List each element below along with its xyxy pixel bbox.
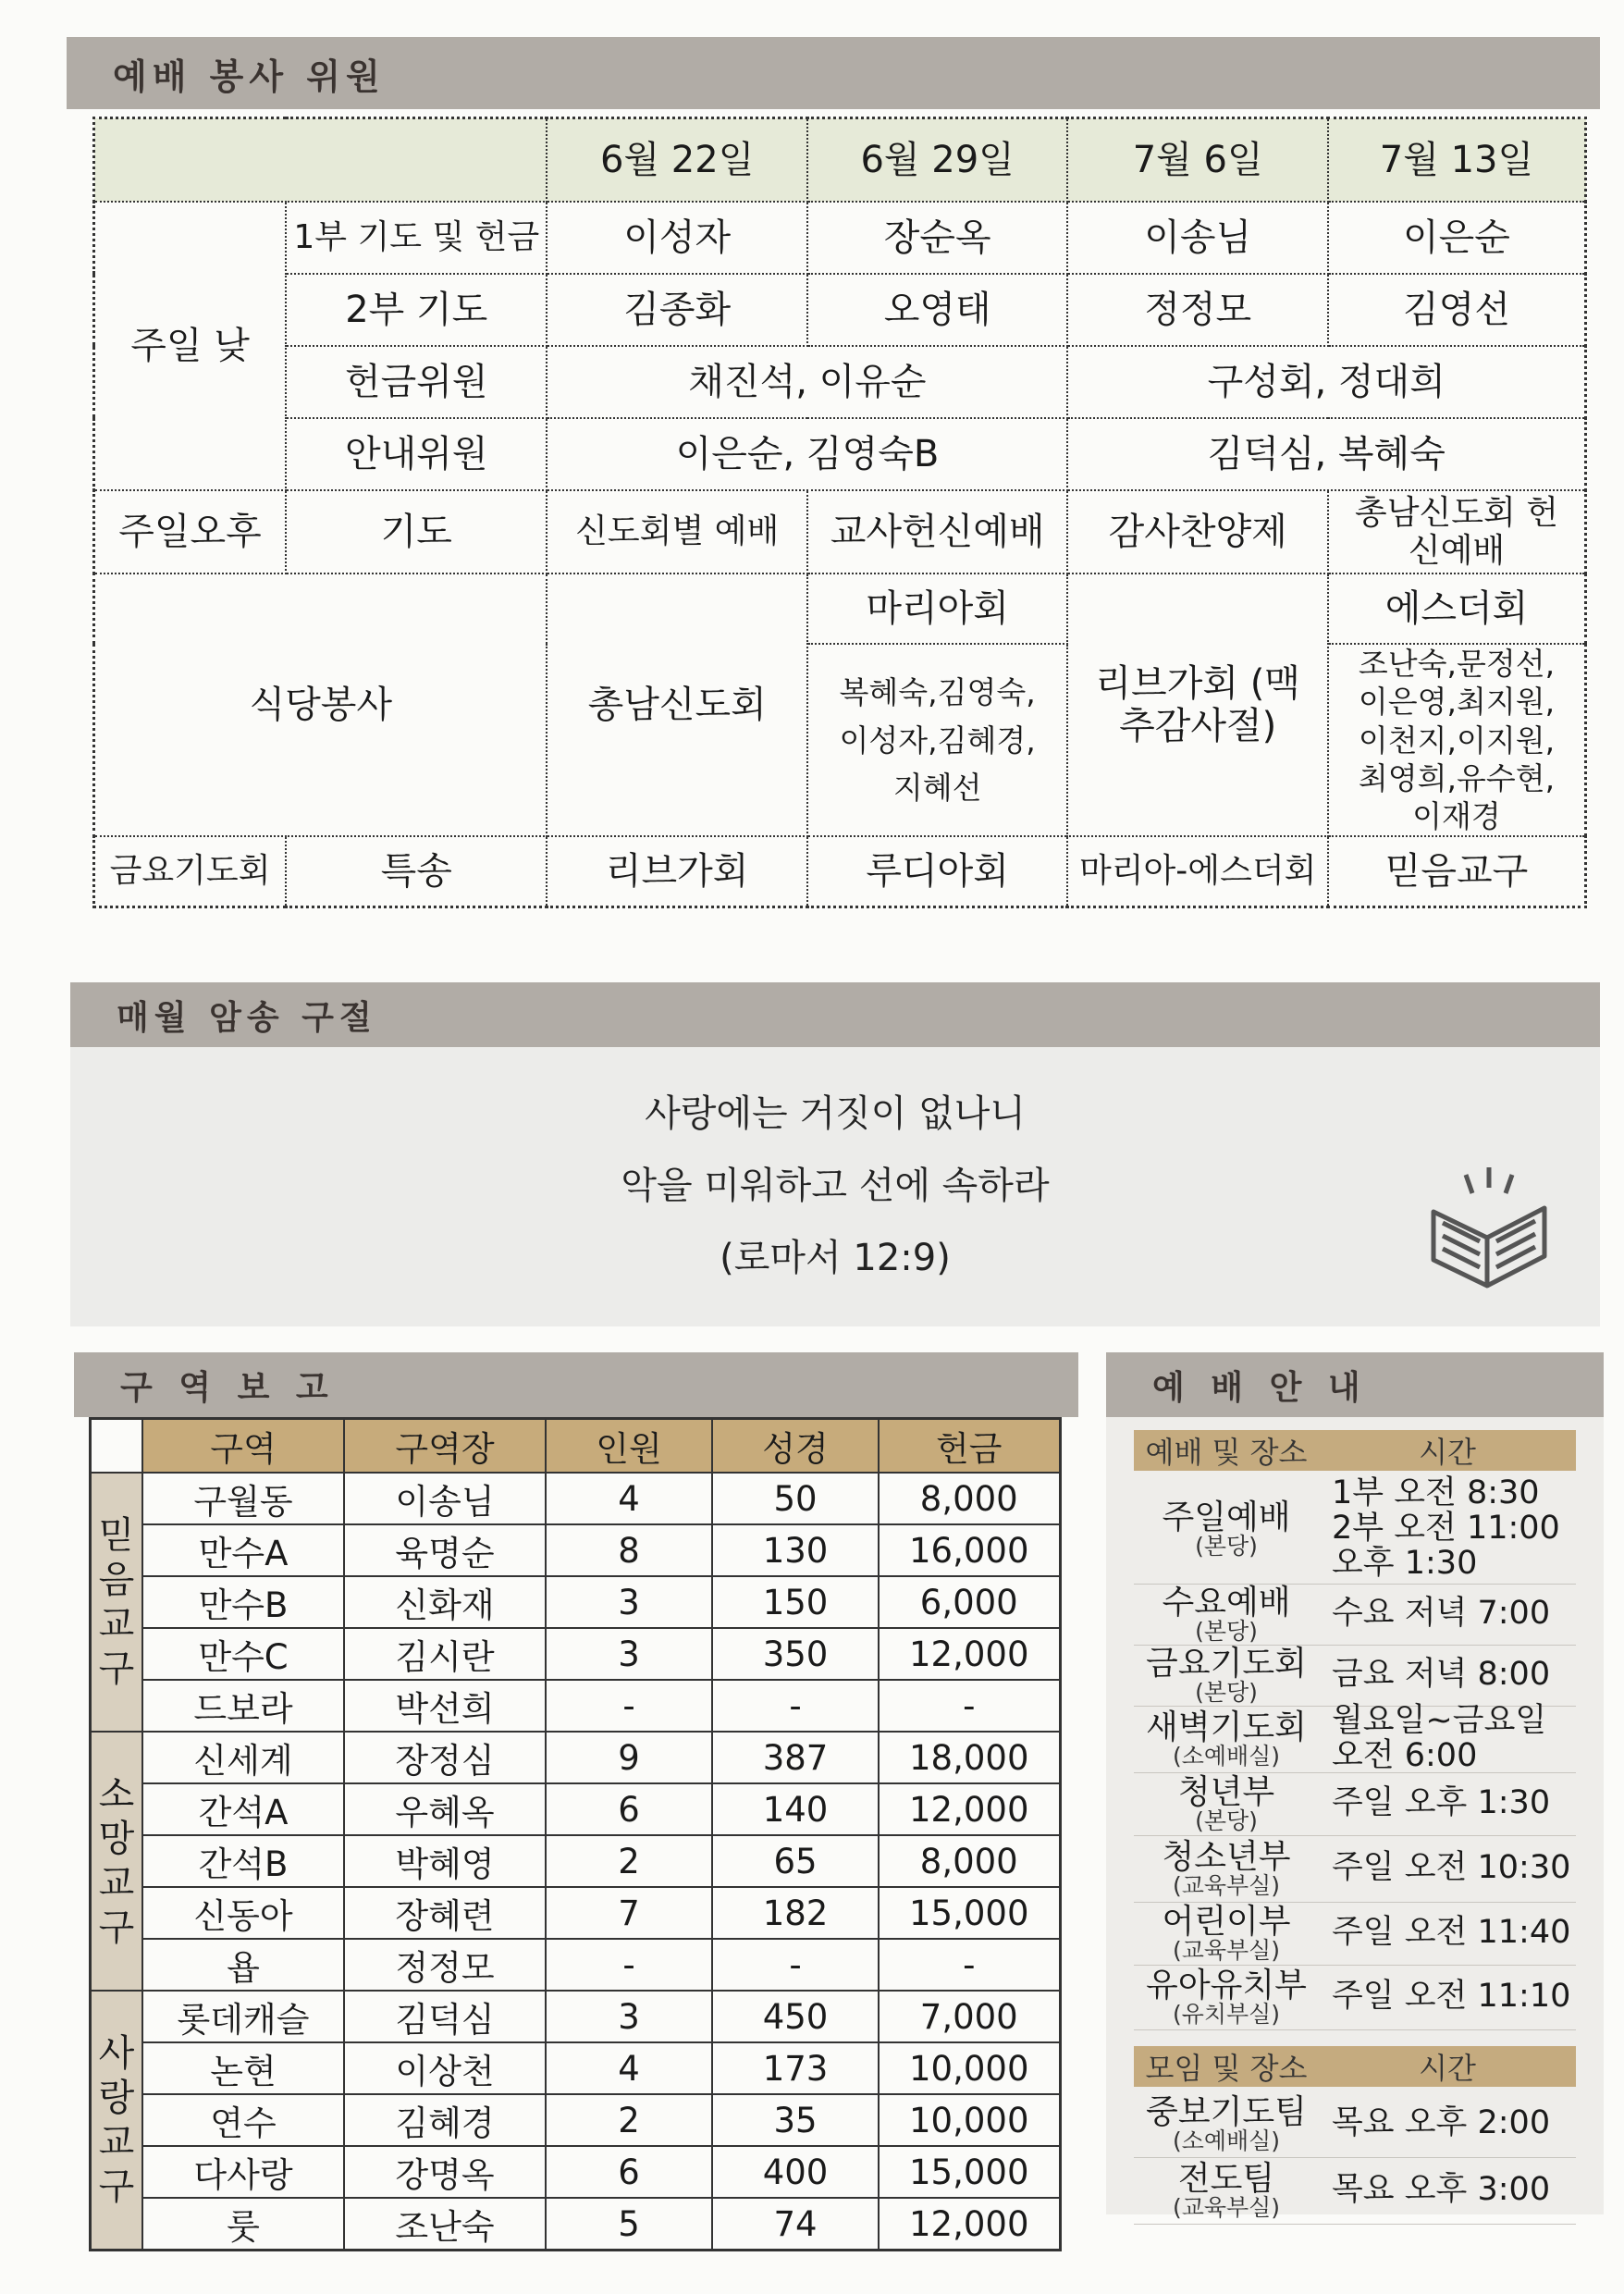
schedule-location: (본당) [1195,1617,1258,1645]
schedule-name: 새벽기도회 [1146,1708,1307,1746]
district-cell: 50 [712,1473,879,1524]
schedule-location: (소예배실) [1172,1742,1281,1770]
cell: 루디아회 [807,836,1068,906]
schedule-time: 금요 저녁 8:00 [1332,1656,1551,1694]
open-book-icon [1415,1156,1563,1295]
column-header: 구역 [142,1419,344,1474]
date-header: 6월 22일 [547,118,806,203]
district-cell: 연수 [142,2094,344,2146]
cell: 믿음교구 [1328,836,1586,906]
column-header: 성경 [712,1419,879,1474]
district-cell: 12,000 [879,2198,1060,2251]
district-cell: 룻 [142,2198,344,2251]
schedule-name: 금요기도회 [1146,1644,1307,1683]
cell: 리브가회 [547,836,806,906]
afternoon-group-label: 주일오후 [94,490,287,574]
parish-label: 사 랑 교 구 [91,1991,143,2251]
schedule-name: 수요예배 [1162,1583,1291,1622]
district-row [91,2198,1061,2251]
district-cell: 이상천 [344,2042,546,2094]
meeting-row [1134,2157,1576,2225]
district-row [91,1628,1061,1680]
meeting-header-time: 시간 [1419,2051,1476,2086]
district-cell: - [546,1680,712,1732]
date-header: 7월 6일 [1067,118,1328,203]
schedule-location: (본당) [1195,1678,1258,1706]
meeting-header-place: 모임 및 장소 [1145,2051,1308,2086]
district-row [91,1991,1061,2042]
cell: 이성자 [547,202,806,274]
merged-cell: 김덕심, 복혜숙 [1067,418,1585,490]
meeting-header [1134,2046,1576,2087]
district-cell: 2 [546,2094,712,2146]
service-row [1134,1584,1576,1646]
row-label: 헌금위원 [286,346,547,418]
cell: 리브가회 (맥추감사절) [1067,574,1328,836]
column-header: 인원 [546,1419,712,1474]
schedule-box [1106,1417,1604,2221]
schedule-time: 목요 오후 3:00 [1332,2171,1551,2209]
district-table [89,1417,1062,2251]
schedule-name: 주일예배 [1162,1498,1291,1536]
cell: 정정모 [1067,274,1328,346]
schedule-place [1134,2092,1319,2154]
cell: 에스더회 [1328,574,1586,644]
district-cell: 만수C [142,1628,344,1680]
district-cell: 신동아 [142,1887,344,1939]
district-cell: 8,000 [879,1835,1060,1887]
district-cell: 182 [712,1887,879,1939]
district-cell: 400 [712,2146,879,2198]
schedule-time: 1부 오전 8:30 2부 오전 11:00 오후 1:30 [1332,1474,1560,1582]
district-cell: 350 [712,1628,879,1680]
district-title: 구 역 보 고 [120,1368,336,1407]
district-cell: 육명순 [344,1524,546,1576]
district-row [91,1680,1061,1732]
cell: 이은순 [1328,202,1586,274]
schedule-time: 주일 오전 11:10 [1332,1978,1571,2016]
friday-group-label: 금요기도회 [94,836,287,906]
district-cell: 12,000 [879,1783,1060,1835]
district-cell: 387 [712,1732,879,1783]
district-cell: 10,000 [879,2042,1060,2094]
district-cell: 간석A [142,1783,344,1835]
district-cell: 장혜련 [344,1887,546,1939]
schedule-header-place: 예배 및 장소 [1145,1435,1308,1470]
schedule-place [1134,1837,1319,1899]
district-cell: 8 [546,1524,712,1576]
schedule-time: 목요 오후 2:00 [1332,2104,1551,2142]
district-section-header [74,1352,1078,1417]
sunday-day-label: 주일 낮 [94,202,287,490]
district-row [91,2042,1061,2094]
schedule-title: 예 배 안 내 [1152,1368,1368,1407]
schedule-name: 유아유치부 [1146,1966,1307,2004]
schedule-time: 주일 오전 11:40 [1332,1914,1571,1952]
service-row [1134,1965,1576,2030]
district-cell: 7,000 [879,1991,1060,2042]
merged-cell: 이은순, 김영숙B [547,418,1067,490]
schedule-name: 전도팀 [1177,2159,1275,2198]
row-label: 안내위원 [286,418,547,490]
schedule-place [1134,2159,1319,2221]
parish-label: 소 망 교 구 [91,1732,143,1991]
verse-line-2: 악을 미워하고 선에 속하라 [621,1165,1050,1207]
verse-reference: (로마서 12:9) [720,1237,951,1279]
service-row [1134,1835,1576,1903]
date-header: 7월 13일 [1328,118,1586,203]
district-cell: 15,000 [879,2146,1060,2198]
schedule-place [1134,1966,1319,2028]
merged-cell: 구성회, 정대희 [1067,346,1585,418]
parish-label: 믿 음 교 구 [91,1473,143,1732]
schedule-place [1134,1902,1319,1964]
verse-section-header [70,982,1600,1047]
district-row [91,1783,1061,1835]
district-row [91,1887,1061,1939]
district-cell: 신세계 [142,1732,344,1783]
schedule-header-time: 시간 [1419,1435,1476,1470]
verse-title: 매월 암송 구절 [117,998,377,1037]
cell: 마리아-에스더회 [1067,836,1328,906]
district-row [91,2094,1061,2146]
schedule-location: (본당) [1195,1807,1258,1834]
district-cell: 65 [712,1835,879,1887]
district-cell: 3 [546,1628,712,1680]
district-cell: 5 [546,2198,712,2251]
district-cell: 신화재 [344,1576,546,1628]
schedule-section-header [1106,1352,1604,1417]
district-cell: 3 [546,1991,712,2042]
district-cell: 6 [546,1783,712,1835]
district-cell: - [879,1939,1060,1991]
cell: 이송님 [1067,202,1328,274]
schedule-location: (유치부실) [1172,2000,1281,2028]
district-cell: 150 [712,1576,879,1628]
district-cell: - [712,1939,879,1991]
worship-title: 예배 봉사 위원 [113,56,386,97]
worship-section-header [67,37,1600,109]
service-row [1134,1772,1576,1836]
district-cell: 구월동 [142,1473,344,1524]
schedule-place [1134,1583,1319,1645]
row-label: 2부 기도 [286,274,547,346]
district-cell: 욥 [142,1939,344,1991]
district-cell: 간석B [142,1835,344,1887]
district-cell: 롯데캐슬 [142,1991,344,2042]
district-cell: 6,000 [879,1576,1060,1628]
header-spacer [91,1419,143,1474]
service-row [1134,1902,1576,1966]
district-row [91,1732,1061,1783]
district-row [91,2146,1061,2198]
schedule-name: 청년부 [1177,1772,1275,1811]
meeting-row [1134,2090,1576,2158]
schedule-time: 주일 오후 1:30 [1332,1784,1551,1822]
schedule-time: 주일 오전 10:30 [1332,1849,1571,1887]
cell: 신도회별 예배 [547,490,806,574]
district-cell: 74 [712,2198,879,2251]
district-cell: 박선희 [344,1680,546,1732]
district-cell: 4 [546,2042,712,2094]
district-cell: 130 [712,1524,879,1576]
district-cell: 173 [712,2042,879,2094]
district-cell: 강명옥 [344,2146,546,2198]
district-cell: 김덕심 [344,1991,546,2042]
district-cell: 논현 [142,2042,344,2094]
district-cell: 140 [712,1783,879,1835]
district-cell: 조난숙 [344,2198,546,2251]
schedule-header [1134,1430,1576,1471]
district-cell: 김혜경 [344,2094,546,2146]
district-row [91,1576,1061,1628]
district-cell: - [879,1680,1060,1732]
district-cell: 3 [546,1576,712,1628]
schedule-name: 어린이부 [1162,1902,1291,1941]
district-cell: 15,000 [879,1887,1060,1939]
district-cell: 2 [546,1835,712,1887]
verse-line-1: 사랑에는 거짓이 없나니 [645,1092,1026,1135]
district-cell: 18,000 [879,1732,1060,1783]
schedule-place [1134,1498,1319,1560]
date-header: 6월 29일 [807,118,1068,203]
district-row [91,1835,1061,1887]
service-row [1134,1474,1576,1585]
district-cell: 35 [712,2094,879,2146]
district-cell: 우혜옥 [344,1783,546,1835]
schedule-location: (교육부실) [1172,2193,1281,2221]
schedule-place [1134,1644,1319,1706]
schedule-place [1134,1708,1319,1770]
district-cell: 7 [546,1887,712,1939]
district-cell: 드보라 [142,1680,344,1732]
district-cell: 10,000 [879,2094,1060,2146]
district-cell: 6 [546,2146,712,2198]
schedule-place [1134,1772,1319,1834]
district-cell: 김시란 [344,1628,546,1680]
district-cell: - [546,1939,712,1991]
cell: 감사찬양제 [1067,490,1328,574]
district-cell: 정정모 [344,1939,546,1991]
cafeteria-label: 식당봉사 [94,574,547,836]
district-cell: 16,000 [879,1524,1060,1576]
district-cell: 장정심 [344,1732,546,1783]
cell: 총남신도회 헌신예배 [1328,490,1586,574]
district-cell: 만수A [142,1524,344,1576]
corner-cell [94,118,547,203]
district-cell: 4 [546,1473,712,1524]
district-cell: - [712,1680,879,1732]
district-row [91,1939,1061,1991]
service-row [1134,1645,1576,1707]
cell: 조난숙,문정선, 이은영,최지원, 이천지,이지원, 최영희,유수현, 이재경 [1328,644,1586,836]
column-header: 헌금 [879,1419,1060,1474]
schedule-location: (교육부실) [1172,1936,1281,1964]
schedule-time: 월요일~금요일 오전 6:00 [1332,1702,1547,1774]
cell: 총남신도회 [547,574,806,836]
cell: 장순옥 [807,202,1068,274]
district-row [91,1473,1061,1524]
cell: 복혜숙,김영숙, 이성자,김혜경, 지혜선 [807,644,1068,836]
merged-cell: 채진석, 이유순 [547,346,1067,418]
schedule-name: 중보기도팀 [1146,2092,1307,2131]
cell: 김영선 [1328,274,1586,346]
district-cell: 12,000 [879,1628,1060,1680]
district-cell: 박혜영 [344,1835,546,1887]
cell: 교사헌신예배 [807,490,1068,574]
district-cell: 450 [712,1991,879,2042]
cell: 마리아회 [807,574,1068,644]
worship-table [92,117,1587,908]
row-label: 기도 [286,490,547,574]
schedule-time: 수요 저녁 7:00 [1332,1595,1551,1633]
cell: 김종화 [547,274,806,346]
schedule-location: (소예배실) [1172,2127,1281,2154]
district-cell: 이송님 [344,1473,546,1524]
service-row [1134,1702,1576,1774]
district-cell: 다사랑 [142,2146,344,2198]
schedule-location: (본당) [1195,1532,1258,1560]
cell: 오영태 [807,274,1068,346]
verse-box [70,982,1600,1326]
district-row [91,1524,1061,1576]
schedule-name: 청소년부 [1162,1837,1291,1876]
district-cell: 8,000 [879,1473,1060,1524]
row-label: 1부 기도 및 헌금 [286,202,547,274]
row-label: 특송 [286,836,547,906]
schedule-location: (교육부실) [1172,1871,1281,1899]
district-cell: 만수B [142,1576,344,1628]
column-header: 구역장 [344,1419,546,1474]
district-cell: 9 [546,1732,712,1783]
